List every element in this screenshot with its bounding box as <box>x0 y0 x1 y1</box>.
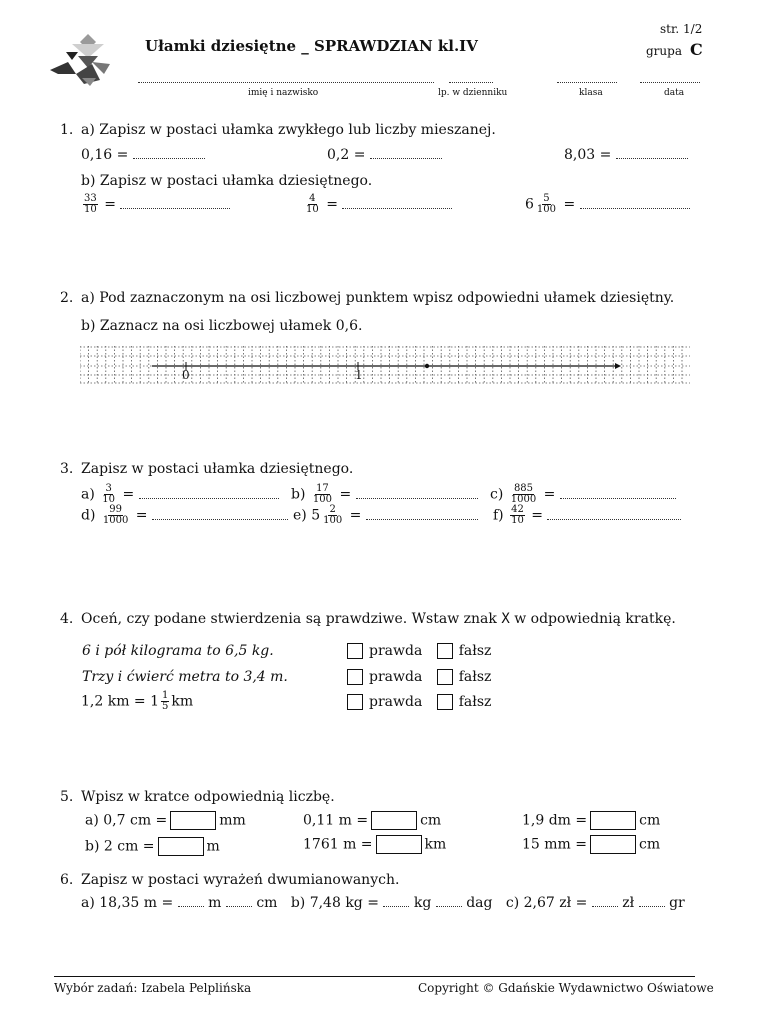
q5-text: Wpisz w kratce odpowiednią liczbę. <box>81 789 335 805</box>
q5-item-3: 1,9 dm = cm <box>522 812 661 829</box>
publisher-logo <box>48 34 112 88</box>
date-field[interactable] <box>640 70 700 83</box>
q4-row-1-options: prawda fałsz <box>347 643 491 659</box>
q5-item-5: 1761 m = km <box>303 836 447 853</box>
axis-label-zero: 0 <box>182 368 190 382</box>
axis-arrow <box>615 363 621 369</box>
false-checkbox[interactable] <box>437 694 453 710</box>
q4-number: 4. <box>60 611 74 627</box>
answer-blank[interactable] <box>592 894 618 907</box>
answer-blank[interactable] <box>152 507 288 520</box>
answer-blank[interactable] <box>366 507 478 520</box>
true-checkbox[interactable] <box>347 669 363 685</box>
answer-blank[interactable] <box>133 146 205 159</box>
answer-blank[interactable] <box>580 196 690 209</box>
q4-statement-1: 6 i pół kilograma to 6,5 kg. <box>82 643 274 659</box>
class-caption: klasa <box>579 88 603 98</box>
answer-blank[interactable] <box>560 486 676 499</box>
q4-row-2-options: prawda fałsz <box>347 669 491 685</box>
answer-blank[interactable] <box>226 894 252 907</box>
q2-number: 2. <box>60 290 74 306</box>
answer-box[interactable] <box>170 811 216 830</box>
q5-item-1: a) 0,7 cm = mm <box>85 812 246 829</box>
q1a-item-1: 0,16 = <box>81 146 205 163</box>
date-caption: data <box>664 88 685 98</box>
q5-item-4: b) 2 cm = m <box>85 838 220 855</box>
q6-text: Zapisz w postaci wyrażeń dwumianowanych. <box>81 872 400 888</box>
answer-box[interactable] <box>376 835 422 854</box>
q5-item-2: 0,11 m = cm <box>303 812 442 829</box>
answer-blank[interactable] <box>120 196 230 209</box>
name-caption: imię i nazwisko <box>248 88 319 98</box>
footer-rule <box>54 976 695 977</box>
q2a-text: a) Pod zaznaczonym na osi liczbowej punktem wpisz odpowiedni ułamek dziesiętny. <box>81 290 675 306</box>
class-field[interactable] <box>557 70 617 83</box>
name-field[interactable] <box>138 70 434 83</box>
q3-item-b: b) $\frac{17}{100}$ = <box>291 484 478 505</box>
register-number-field[interactable] <box>449 70 493 83</box>
group-label: grupa <box>646 44 682 58</box>
q3-text: Zapisz w postaci ułamka dziesiętnego. <box>81 461 354 477</box>
answer-blank[interactable] <box>370 146 442 159</box>
q3-item-d: d) $\frac{99}{1000}$ = <box>81 505 288 526</box>
q4-statement-3: 1,2 km = 1 $\frac{1}{5}$ km <box>81 690 194 712</box>
page-number: str. 1/2 <box>660 22 703 36</box>
q1a-item-2: 0,2 = <box>327 146 442 163</box>
answer-blank[interactable] <box>383 894 409 907</box>
page-title: Ułamki dziesiętne _ SPRAWDZIAN kl.IV <box>145 37 478 55</box>
q2b-text: b) Zaznacz na osi liczbowej ułamek 0,6. <box>81 318 363 334</box>
q6-number: 6. <box>60 872 74 888</box>
q3-item-e: e) 5 $\frac{2}{100}$ = <box>293 505 478 526</box>
q1a-item-3: 8,03 = <box>564 146 688 163</box>
answer-blank[interactable] <box>547 507 681 520</box>
answer-box[interactable] <box>371 811 417 830</box>
answer-blank[interactable] <box>178 894 204 907</box>
marked-point <box>425 364 429 368</box>
answer-blank[interactable] <box>436 894 462 907</box>
answer-box[interactable] <box>158 837 204 856</box>
false-checkbox[interactable] <box>437 669 453 685</box>
q4-text: Oceń, czy podane stwierdzenia są prawdziwe. Wstaw znak X w odpowiednią kratkę. <box>81 611 676 627</box>
number-line[interactable] <box>80 346 690 384</box>
answer-blank[interactable] <box>139 486 279 499</box>
q1b-item-2: $\frac{4}{10}$ = <box>303 194 452 215</box>
answer-box[interactable] <box>590 811 636 830</box>
q1b-item-1: $\frac{33}{10}$ = <box>81 194 230 215</box>
footer-copyright: Copyright © Gdańskie Wydawnictwo Oświatowe <box>418 981 714 995</box>
q1b-item-3: 6 $\frac{5}{100}$ = <box>525 194 690 215</box>
false-checkbox[interactable] <box>437 643 453 659</box>
q3-item-c: c) $\frac{885}{1000}$ = <box>490 484 676 505</box>
q3-item-f: f) $\frac{42}{10}$ = <box>493 505 681 526</box>
answer-blank[interactable] <box>342 196 452 209</box>
q6-items: a) 18,35 m = m cm b) 7,48 kg = kg dag c) 2,67 zł = zł gr <box>81 895 685 911</box>
q1a-text: a) Zapisz w postaci ułamka zwykłego lub liczby mieszanej. <box>81 122 496 138</box>
axis-label-one: 1 <box>355 368 363 382</box>
q1-number: 1. <box>60 122 74 138</box>
true-checkbox[interactable] <box>347 694 363 710</box>
q5-number: 5. <box>60 789 74 805</box>
q4-row-3-options: prawda fałsz <box>347 694 491 710</box>
q3-number: 3. <box>60 461 74 477</box>
true-checkbox[interactable] <box>347 643 363 659</box>
answer-blank[interactable] <box>639 894 665 907</box>
answer-box[interactable] <box>590 835 636 854</box>
q1b-text: b) Zapisz w postaci ułamka dziesiętnego. <box>81 173 373 189</box>
answer-blank[interactable] <box>356 486 478 499</box>
footer-author: Wybór zadań: Izabela Pelplińska <box>54 981 252 995</box>
q4-statement-2: Trzy i ćwierć metra to 3,4 m. <box>82 669 288 685</box>
q5-item-6: 15 mm = cm <box>522 836 661 853</box>
q3-item-a: a) $\frac{3}{10}$ = <box>81 484 279 505</box>
group-value: C <box>690 40 703 59</box>
register-caption: lp. w dzienniku <box>438 88 508 98</box>
answer-blank[interactable] <box>616 146 688 159</box>
